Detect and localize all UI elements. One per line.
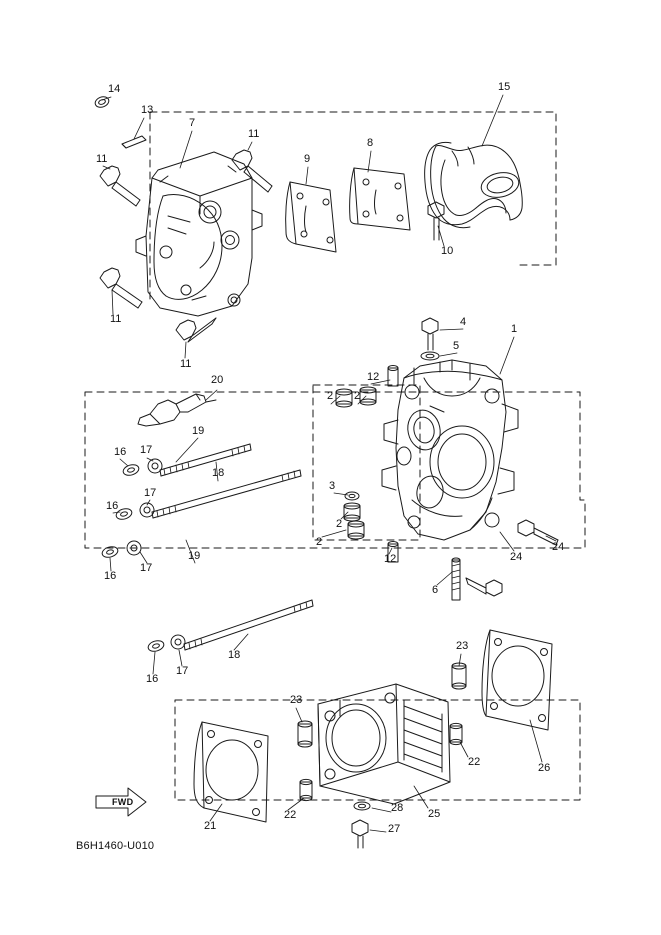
callout-24a: 24 (510, 551, 523, 563)
part-27-bolt (352, 820, 368, 848)
part-4-bolt (422, 318, 438, 350)
part-8-plate (350, 168, 410, 230)
callout-23b: 23 (290, 694, 303, 706)
callout-19a: 19 (192, 425, 205, 437)
callout-18b: 18 (228, 649, 241, 661)
callout-2b: 2 (354, 390, 361, 402)
callout-27: 27 (388, 823, 401, 835)
part-7-head-cover (136, 152, 262, 316)
callout-11d: 11 (180, 358, 192, 370)
callout-11b: 11 (96, 153, 108, 165)
callout-25: 25 (428, 808, 441, 820)
part-22-pins (300, 723, 462, 800)
part-18-19-studs (152, 444, 313, 650)
callout-14: 14 (108, 83, 121, 95)
callout-13: 13 (141, 104, 154, 116)
callout-20: 20 (211, 374, 224, 386)
leader-lines (102, 95, 556, 832)
callout-5: 5 (453, 340, 460, 352)
part-1-cylinder-head (382, 360, 518, 540)
callout-19b: 19 (188, 550, 201, 562)
callout-7: 7 (189, 117, 196, 129)
callout-26: 26 (538, 762, 551, 774)
callout-24b: 24 (552, 541, 565, 553)
part-6-stud (452, 558, 460, 600)
callout-17d: 17 (176, 665, 189, 677)
callout-3: 3 (329, 480, 336, 492)
part-20-spark-plug (138, 394, 216, 426)
callout-16d: 16 (146, 673, 159, 685)
callout-15: 15 (498, 81, 511, 93)
callout-10: 10 (441, 245, 454, 257)
fwd-label: FWD (112, 797, 134, 807)
part-26-gasket (482, 630, 552, 730)
callout-6: 6 (432, 584, 439, 596)
callout-22a: 22 (468, 756, 481, 768)
callout-4: 4 (460, 316, 467, 328)
part-9-plate (286, 182, 336, 252)
callout-23a: 23 (456, 640, 469, 652)
part-5-washer (421, 352, 439, 360)
part-3-oring (345, 492, 359, 500)
part-28-washer (354, 802, 370, 810)
part-21-gasket (194, 722, 268, 822)
callout-12b: 12 (384, 553, 397, 565)
callout-1: 1 (511, 323, 518, 335)
part-2-valve-guides (336, 387, 376, 539)
callout-28: 28 (391, 802, 404, 814)
callout-16b: 16 (106, 500, 119, 512)
callout-2d: 2 (316, 536, 323, 548)
callout-16a: 16 (114, 446, 127, 458)
group-box-cover (150, 112, 556, 265)
part-15-cover-gasket (425, 142, 523, 227)
callout-8: 8 (367, 137, 374, 149)
callout-22b: 22 (284, 809, 297, 821)
part-13-dowel (122, 136, 146, 148)
callout-2c: 2 (336, 518, 343, 530)
part-23-dowels (298, 663, 466, 747)
callout-17b: 17 (144, 487, 157, 499)
callout-21: 21 (204, 820, 217, 832)
callout-16c: 16 (104, 570, 117, 582)
callout-18a: 18 (212, 467, 225, 479)
callout-11c: 11 (110, 313, 122, 325)
callout-9: 9 (304, 153, 311, 165)
callout-12a: 12 (367, 371, 380, 383)
callout-2a: 2 (327, 390, 334, 402)
callout-17c: 17 (140, 562, 153, 574)
part-code-label: B6H1460-U010 (76, 840, 155, 852)
callout-17a: 17 (140, 444, 153, 456)
callout-11a: 11 (248, 128, 260, 140)
part-14-cap (94, 95, 111, 109)
part-25-cylinder (318, 684, 450, 804)
